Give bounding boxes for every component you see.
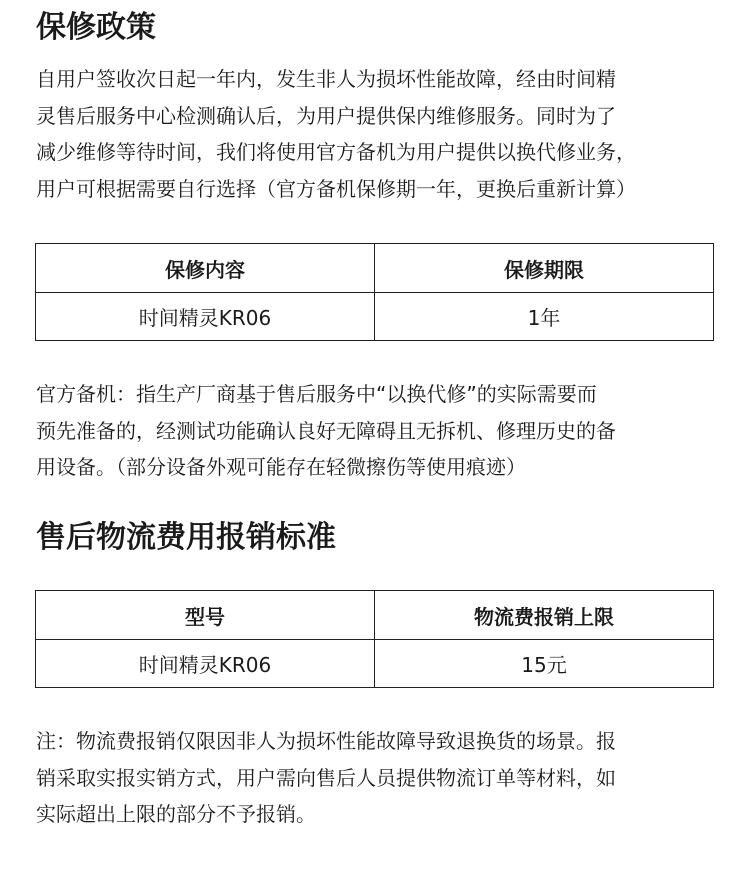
table-header-row <box>36 244 714 293</box>
paragraph-line: 用户可根据需要自行选择（官方备机保修期一年，更换后重新计算） <box>36 176 636 201</box>
table-cell-limit: 15元 <box>375 640 714 688</box>
note-line: 预先准备的，经测试功能确认良好无障碍且无拆机、修理历史的备 <box>36 418 616 443</box>
note-line: 官方备机：指生产厂商基于售后服务中“以换代修”的实际需要而 <box>36 382 597 406</box>
paragraph-line: 减少维修等待时间，我们将使用官方备机为用户提供以换代修业务， <box>36 140 636 164</box>
table-header-row <box>36 591 714 640</box>
logistics-table <box>35 590 714 688</box>
note-line: 用设备。（部分设备外观可能存在轻微擦伤等使用痕迹） <box>36 455 526 479</box>
column-header-warranty-content: 保修内容 <box>36 244 375 293</box>
paragraph-line: 灵售后服务中心检测确认后，为用户提供保内维修服务。同时为了 <box>36 103 616 128</box>
warranty-policy-title: 保修政策 <box>36 10 156 45</box>
logistics-reimbursement-title: 售后物流费用报销标准 <box>36 520 336 555</box>
table-cell-model: 时间精灵KR06 <box>36 640 375 688</box>
column-header-model: 型号 <box>36 591 375 640</box>
note-line: 销采取实报实销方式，用户需向售后人员提供物流订单等材料，如 <box>36 765 616 790</box>
column-header-reimbursement-limit: 物流费报销上限 <box>375 591 714 640</box>
table-row <box>36 640 714 688</box>
table-cell-period: 1年 <box>375 293 714 341</box>
logistics-note <box>36 723 720 833</box>
note-line: 实际超出上限的部分不予报销。 <box>36 802 316 826</box>
column-header-warranty-period: 保修期限 <box>375 244 714 293</box>
spare-device-note <box>36 376 720 486</box>
warranty-table <box>35 243 714 341</box>
warranty-policy-paragraph <box>36 61 720 207</box>
table-row <box>36 293 714 341</box>
note-line: 注：物流费报销仅限因非人为损坏性能故障导致退换货的场景。报 <box>36 729 616 753</box>
table-cell-product: 时间精灵KR06 <box>36 293 375 341</box>
paragraph-line: 自用户签收次日起一年内，发生非人为损坏性能故障，经由时间精 <box>36 67 616 91</box>
